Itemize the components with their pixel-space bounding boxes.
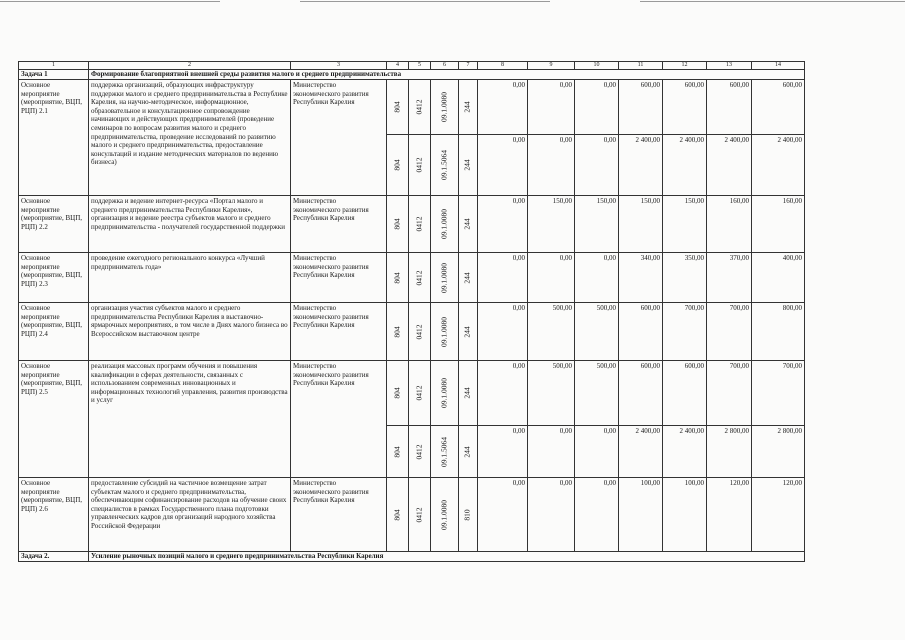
executor-cell: Министерство экономического развития Республики Карелия [291, 361, 387, 478]
top-edge-line-left [0, 1, 220, 2]
code-cell: 804 [387, 478, 409, 552]
col-header: 3 [291, 62, 387, 70]
task-title: Усиление рыночных позиций малого и среднего предпринимательства Республики Карелия [89, 552, 805, 562]
code-cell: 09.1.5064 [431, 426, 459, 478]
value-cell: 600,00 [619, 303, 663, 361]
event-cell: Основное мероприятие (мероприятие, ВЦП, РЦП) 2.3 [19, 253, 89, 303]
value-cell: 2 800,00 [752, 426, 805, 478]
code-cell: 09.1.5064 [431, 135, 459, 196]
col-header: 5 [409, 62, 431, 70]
col-header: 14 [752, 62, 805, 70]
col-header: 4 [387, 62, 409, 70]
code-cell: 09.1.0080 [431, 361, 459, 426]
value-cell: 2 400,00 [619, 426, 663, 478]
col-header: 11 [619, 62, 663, 70]
code-cell: 0412 [409, 478, 431, 552]
value-cell: 0,00 [478, 135, 528, 196]
value-cell: 0,00 [528, 80, 575, 135]
value-cell: 0,00 [528, 426, 575, 478]
code-cell: 804 [387, 135, 409, 196]
table-row [19, 80, 805, 135]
task-row [19, 70, 805, 80]
value-cell: 350,00 [663, 253, 707, 303]
value-cell: 340,00 [619, 253, 663, 303]
value-cell: 2 400,00 [663, 135, 707, 196]
value-cell: 370,00 [707, 253, 752, 303]
executor-cell: Министерство экономического развития Республики Карелия [291, 196, 387, 253]
code-cell: 244 [459, 253, 478, 303]
value-cell: 2 400,00 [752, 135, 805, 196]
col-header: 2 [89, 62, 291, 70]
value-cell: 150,00 [663, 196, 707, 253]
value-cell: 100,00 [619, 478, 663, 552]
description-cell: организация участия субъектов малого и среднего предпринимательства Республики Карелия в выставочно-ярмарочных мероприятиях, в том числе в Днях малого бизнеса во Всероссийском выставочном центре [89, 303, 291, 361]
code-cell: 09.1.0080 [431, 478, 459, 552]
value-cell: 500,00 [528, 303, 575, 361]
value-cell: 0,00 [478, 80, 528, 135]
table-row [19, 253, 805, 303]
code-cell: 804 [387, 361, 409, 426]
event-cell: Основное мероприятие (мероприятие, ВЦП, РЦП) 2.2 [19, 196, 89, 253]
value-cell: 0,00 [575, 253, 619, 303]
value-cell: 120,00 [752, 478, 805, 552]
col-header: 7 [459, 62, 478, 70]
table-row [19, 361, 805, 426]
col-header: 10 [575, 62, 619, 70]
col-header: 9 [528, 62, 575, 70]
task-title: Формирование благоприятной внешней среды развития малого и среднего предпринимательства [89, 70, 805, 80]
value-cell: 100,00 [663, 478, 707, 552]
code-cell: 804 [387, 426, 409, 478]
event-cell: Основное мероприятие (мероприятие, ВЦП, РЦП) 2.6 [19, 478, 89, 552]
event-cell: Основное мероприятие (мероприятие, ВЦП, РЦП) 2.4 [19, 303, 89, 361]
value-cell: 160,00 [707, 196, 752, 253]
code-cell: 09.1.0080 [431, 303, 459, 361]
code-cell: 244 [459, 135, 478, 196]
code-cell: 244 [459, 196, 478, 253]
code-cell: 0412 [409, 253, 431, 303]
description-cell: поддержка и ведение интернет-ресурса «Портал малого и среднего предпринимательства Республики Карелия», организация и ведение реестра субъектов малого и среднего предпринимательства - получателей государственной поддержки [89, 196, 291, 253]
value-cell: 150,00 [619, 196, 663, 253]
col-header: 12 [663, 62, 707, 70]
description-cell: проведение ежегодного регионального конкурса «Лучший предприниматель года» [89, 253, 291, 303]
value-cell: 0,00 [528, 135, 575, 196]
value-cell: 600,00 [707, 80, 752, 135]
col-header: 1 [19, 62, 89, 70]
description-cell: предоставление субсидий на частичное возмещение затрат субъектам малого и среднего предпринимательства, обеспечивающим софинансирование расходов на обучение своих специалистов в рамках Государственного плана подготовки управленческих кадров для организаций народного хозяйства Российской Федерации [89, 478, 291, 552]
task-row [19, 552, 805, 562]
value-cell: 0,00 [478, 361, 528, 426]
header-row [19, 62, 805, 70]
code-cell: 810 [459, 478, 478, 552]
value-cell: 150,00 [575, 196, 619, 253]
code-cell: 0412 [409, 426, 431, 478]
value-cell: 600,00 [619, 361, 663, 426]
value-cell: 700,00 [707, 361, 752, 426]
value-cell: 0,00 [528, 253, 575, 303]
description-cell: поддержка организаций, образующих инфраструктуру поддержки малого и среднего предпринимательства в Республике Карелия, на научно-методическое, информационное, образовательное и консультационное сопровождение начинающих и действующих предпринимателей (проведение семинаров по вопросам развития малого и среднего предпринимательства, проведение исследований по развитию малого и среднего предпринимательства, предоставление консультаций и издание методических материалов по ведению бизнеса) [89, 80, 291, 196]
value-cell: 0,00 [575, 478, 619, 552]
value-cell: 150,00 [528, 196, 575, 253]
value-cell: 600,00 [752, 80, 805, 135]
value-cell: 0,00 [575, 426, 619, 478]
description-cell: реализация массовых программ обучения и повышения квалификации в сферах деятельности, связанных с использованием современных инновационных и информационных технологий управления, развития производства и услуг [89, 361, 291, 478]
value-cell: 2 400,00 [663, 426, 707, 478]
budget-table [18, 61, 805, 562]
value-cell: 0,00 [478, 196, 528, 253]
value-cell: 600,00 [663, 80, 707, 135]
top-edge-line-right [640, 1, 905, 2]
code-cell: 0412 [409, 135, 431, 196]
code-cell: 0412 [409, 361, 431, 426]
executor-cell: Министерство экономического развития Республики Карелия [291, 253, 387, 303]
value-cell: 700,00 [707, 303, 752, 361]
code-cell: 0412 [409, 303, 431, 361]
top-edge-line-mid [300, 1, 550, 2]
value-cell: 400,00 [752, 253, 805, 303]
event-cell: Основное мероприятие (мероприятие, ВЦП, РЦП) 2.1 [19, 80, 89, 196]
executor-cell: Министерство экономического развития Республики Карелия [291, 478, 387, 552]
code-cell: 244 [459, 80, 478, 135]
table-row [19, 303, 805, 361]
code-cell: 804 [387, 253, 409, 303]
value-cell: 0,00 [478, 303, 528, 361]
event-cell: Основное мероприятие (мероприятие, ВЦП, РЦП) 2.5 [19, 361, 89, 478]
code-cell: 244 [459, 361, 478, 426]
code-cell: 804 [387, 80, 409, 135]
value-cell: 500,00 [575, 303, 619, 361]
value-cell: 2 400,00 [707, 135, 752, 196]
table-row [19, 478, 805, 552]
task-label: Задача 1 [19, 70, 89, 80]
value-cell: 160,00 [752, 196, 805, 253]
code-cell: 09.1.0080 [431, 80, 459, 135]
value-cell: 600,00 [663, 361, 707, 426]
value-cell: 120,00 [707, 478, 752, 552]
col-header: 13 [707, 62, 752, 70]
code-cell: 0412 [409, 80, 431, 135]
value-cell: 0,00 [528, 478, 575, 552]
value-cell: 600,00 [619, 80, 663, 135]
value-cell: 500,00 [528, 361, 575, 426]
code-cell: 244 [459, 303, 478, 361]
value-cell: 700,00 [663, 303, 707, 361]
value-cell: 700,00 [752, 361, 805, 426]
value-cell: 0,00 [575, 80, 619, 135]
col-header: 8 [478, 62, 528, 70]
value-cell: 0,00 [478, 426, 528, 478]
code-cell: 244 [459, 426, 478, 478]
value-cell: 0,00 [478, 478, 528, 552]
value-cell: 800,00 [752, 303, 805, 361]
col-header: 6 [431, 62, 459, 70]
table-row [19, 196, 805, 253]
code-cell: 804 [387, 303, 409, 361]
code-cell: 09.1.0080 [431, 196, 459, 253]
code-cell: 0412 [409, 196, 431, 253]
value-cell: 0,00 [575, 135, 619, 196]
value-cell: 2 800,00 [707, 426, 752, 478]
task-label: Задача 2. [19, 552, 89, 562]
code-cell: 09.1.0080 [431, 253, 459, 303]
value-cell: 500,00 [575, 361, 619, 426]
value-cell: 0,00 [478, 253, 528, 303]
executor-cell: Министерство экономического развития Республики Карелия [291, 80, 387, 196]
executor-cell: Министерство экономического развития Республики Карелия [291, 303, 387, 361]
value-cell: 2 400,00 [619, 135, 663, 196]
code-cell: 804 [387, 196, 409, 253]
